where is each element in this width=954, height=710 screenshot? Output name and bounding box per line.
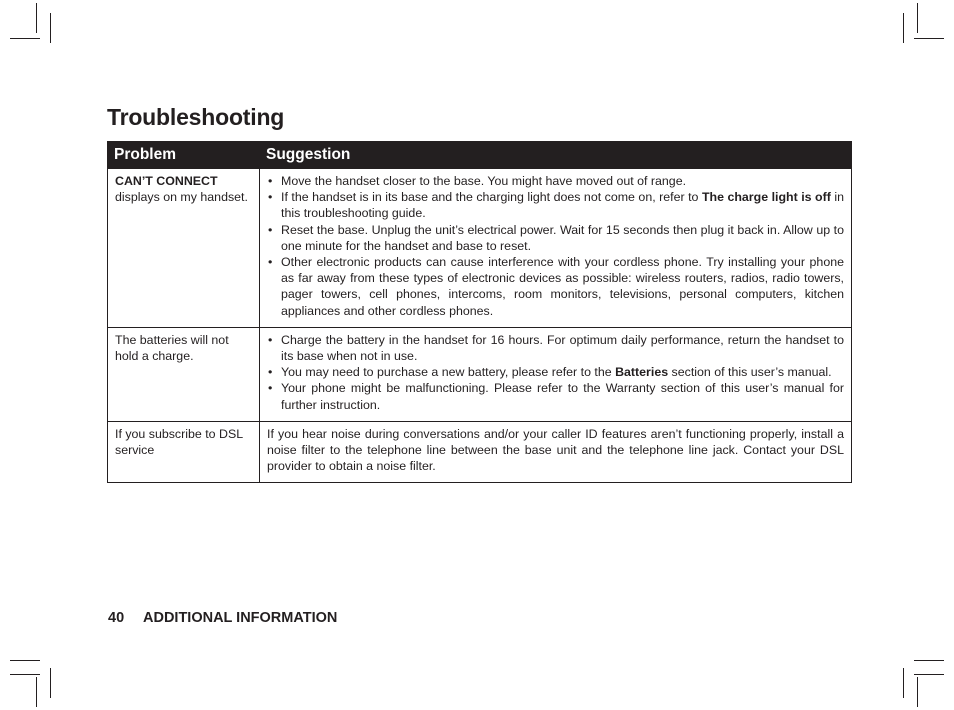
problem-column-header: Problem <box>108 142 260 169</box>
suggestion-list <box>267 332 844 413</box>
crop-mark <box>36 3 37 33</box>
suggestion-list <box>267 173 844 319</box>
cross-reference: The charge light is off <box>701 190 831 205</box>
crop-mark <box>914 660 944 661</box>
crop-mark <box>10 674 40 675</box>
crop-mark <box>914 674 944 675</box>
crop-mark <box>50 13 51 43</box>
crop-mark <box>914 38 944 39</box>
problem-text: If you subscribe to DSL service <box>115 426 243 458</box>
suggestion-text: If the handset is in its base and the charging light does not come on, refer to <box>281 190 702 205</box>
suggestion-cell <box>260 169 852 328</box>
page-footer <box>108 610 337 626</box>
page-number: 40 <box>108 610 125 626</box>
suggestion-item: • Move the handset closer to the base. You might have moved out of range. <box>267 173 844 189</box>
problem-text: displays on my handset. <box>115 190 248 205</box>
table-row <box>108 169 852 328</box>
page-title: Troubleshooting <box>107 104 285 130</box>
table-row <box>108 421 852 483</box>
problem-keyword: CAN’T CONNECT <box>115 174 218 188</box>
table-header-row <box>108 142 852 169</box>
crop-mark <box>50 668 51 698</box>
suggestion-cell <box>260 421 852 483</box>
problem-cell <box>108 169 260 328</box>
troubleshooting-table <box>107 141 852 483</box>
suggestion-paragraph: If you hear noise during conversations and/or your caller ID features aren’t functioning properly, install a noise filter to the telephone line between the base unit and the telephone line jack. Contact your DSL provider to obtain a noise filter. <box>267 426 844 474</box>
suggestion-text: section of this user’s manual. <box>668 365 832 380</box>
suggestion-column-header: Suggestion <box>260 142 852 169</box>
crop-mark <box>36 677 37 707</box>
suggestion-item: • Charge the battery in the handset for 16 hours. For optimum daily performance, return the handset to its base when not in use. <box>267 332 844 364</box>
suggestion-text: You may need to purchase a new battery, please refer to the <box>281 365 616 380</box>
crop-mark <box>903 13 904 43</box>
section-name: ADDITIONAL INFORMATION <box>143 610 338 626</box>
suggestion-item: • Your phone might be malfunctioning. Please refer to the Warranty section of this user’s manual for further instruction. <box>267 380 844 412</box>
table-row <box>108 327 852 421</box>
suggestion-cell <box>260 327 852 421</box>
suggestion-item <box>267 189 844 221</box>
crop-mark <box>917 3 918 33</box>
problem-cell <box>108 421 260 483</box>
suggestion-item <box>267 364 844 380</box>
crop-mark <box>10 38 40 39</box>
crop-mark <box>903 668 904 698</box>
crop-mark <box>917 677 918 707</box>
suggestion-item: • Reset the base. Unplug the unit’s electrical power. Wait for 15 seconds then plug it back in. Allow up to one minute for the handset and base to reset. <box>267 222 844 254</box>
problem-text: The batteries will not hold a charge. <box>115 332 229 364</box>
suggestion-item: • Other electronic products can cause interference with your cordless phone. Try installing your phone as far away from these types of electronic devices as possible: wireless routers, radios, radio towers, pager towers, cell phones, intercoms, room monitors, televisions, personal computers, kitchen appliances and other cordless phones. <box>267 254 844 319</box>
crop-mark <box>10 660 40 661</box>
cross-reference: Batteries <box>615 365 669 380</box>
suggestion-text: in this troubleshooting guide. <box>281 190 844 221</box>
problem-cell <box>108 327 260 421</box>
